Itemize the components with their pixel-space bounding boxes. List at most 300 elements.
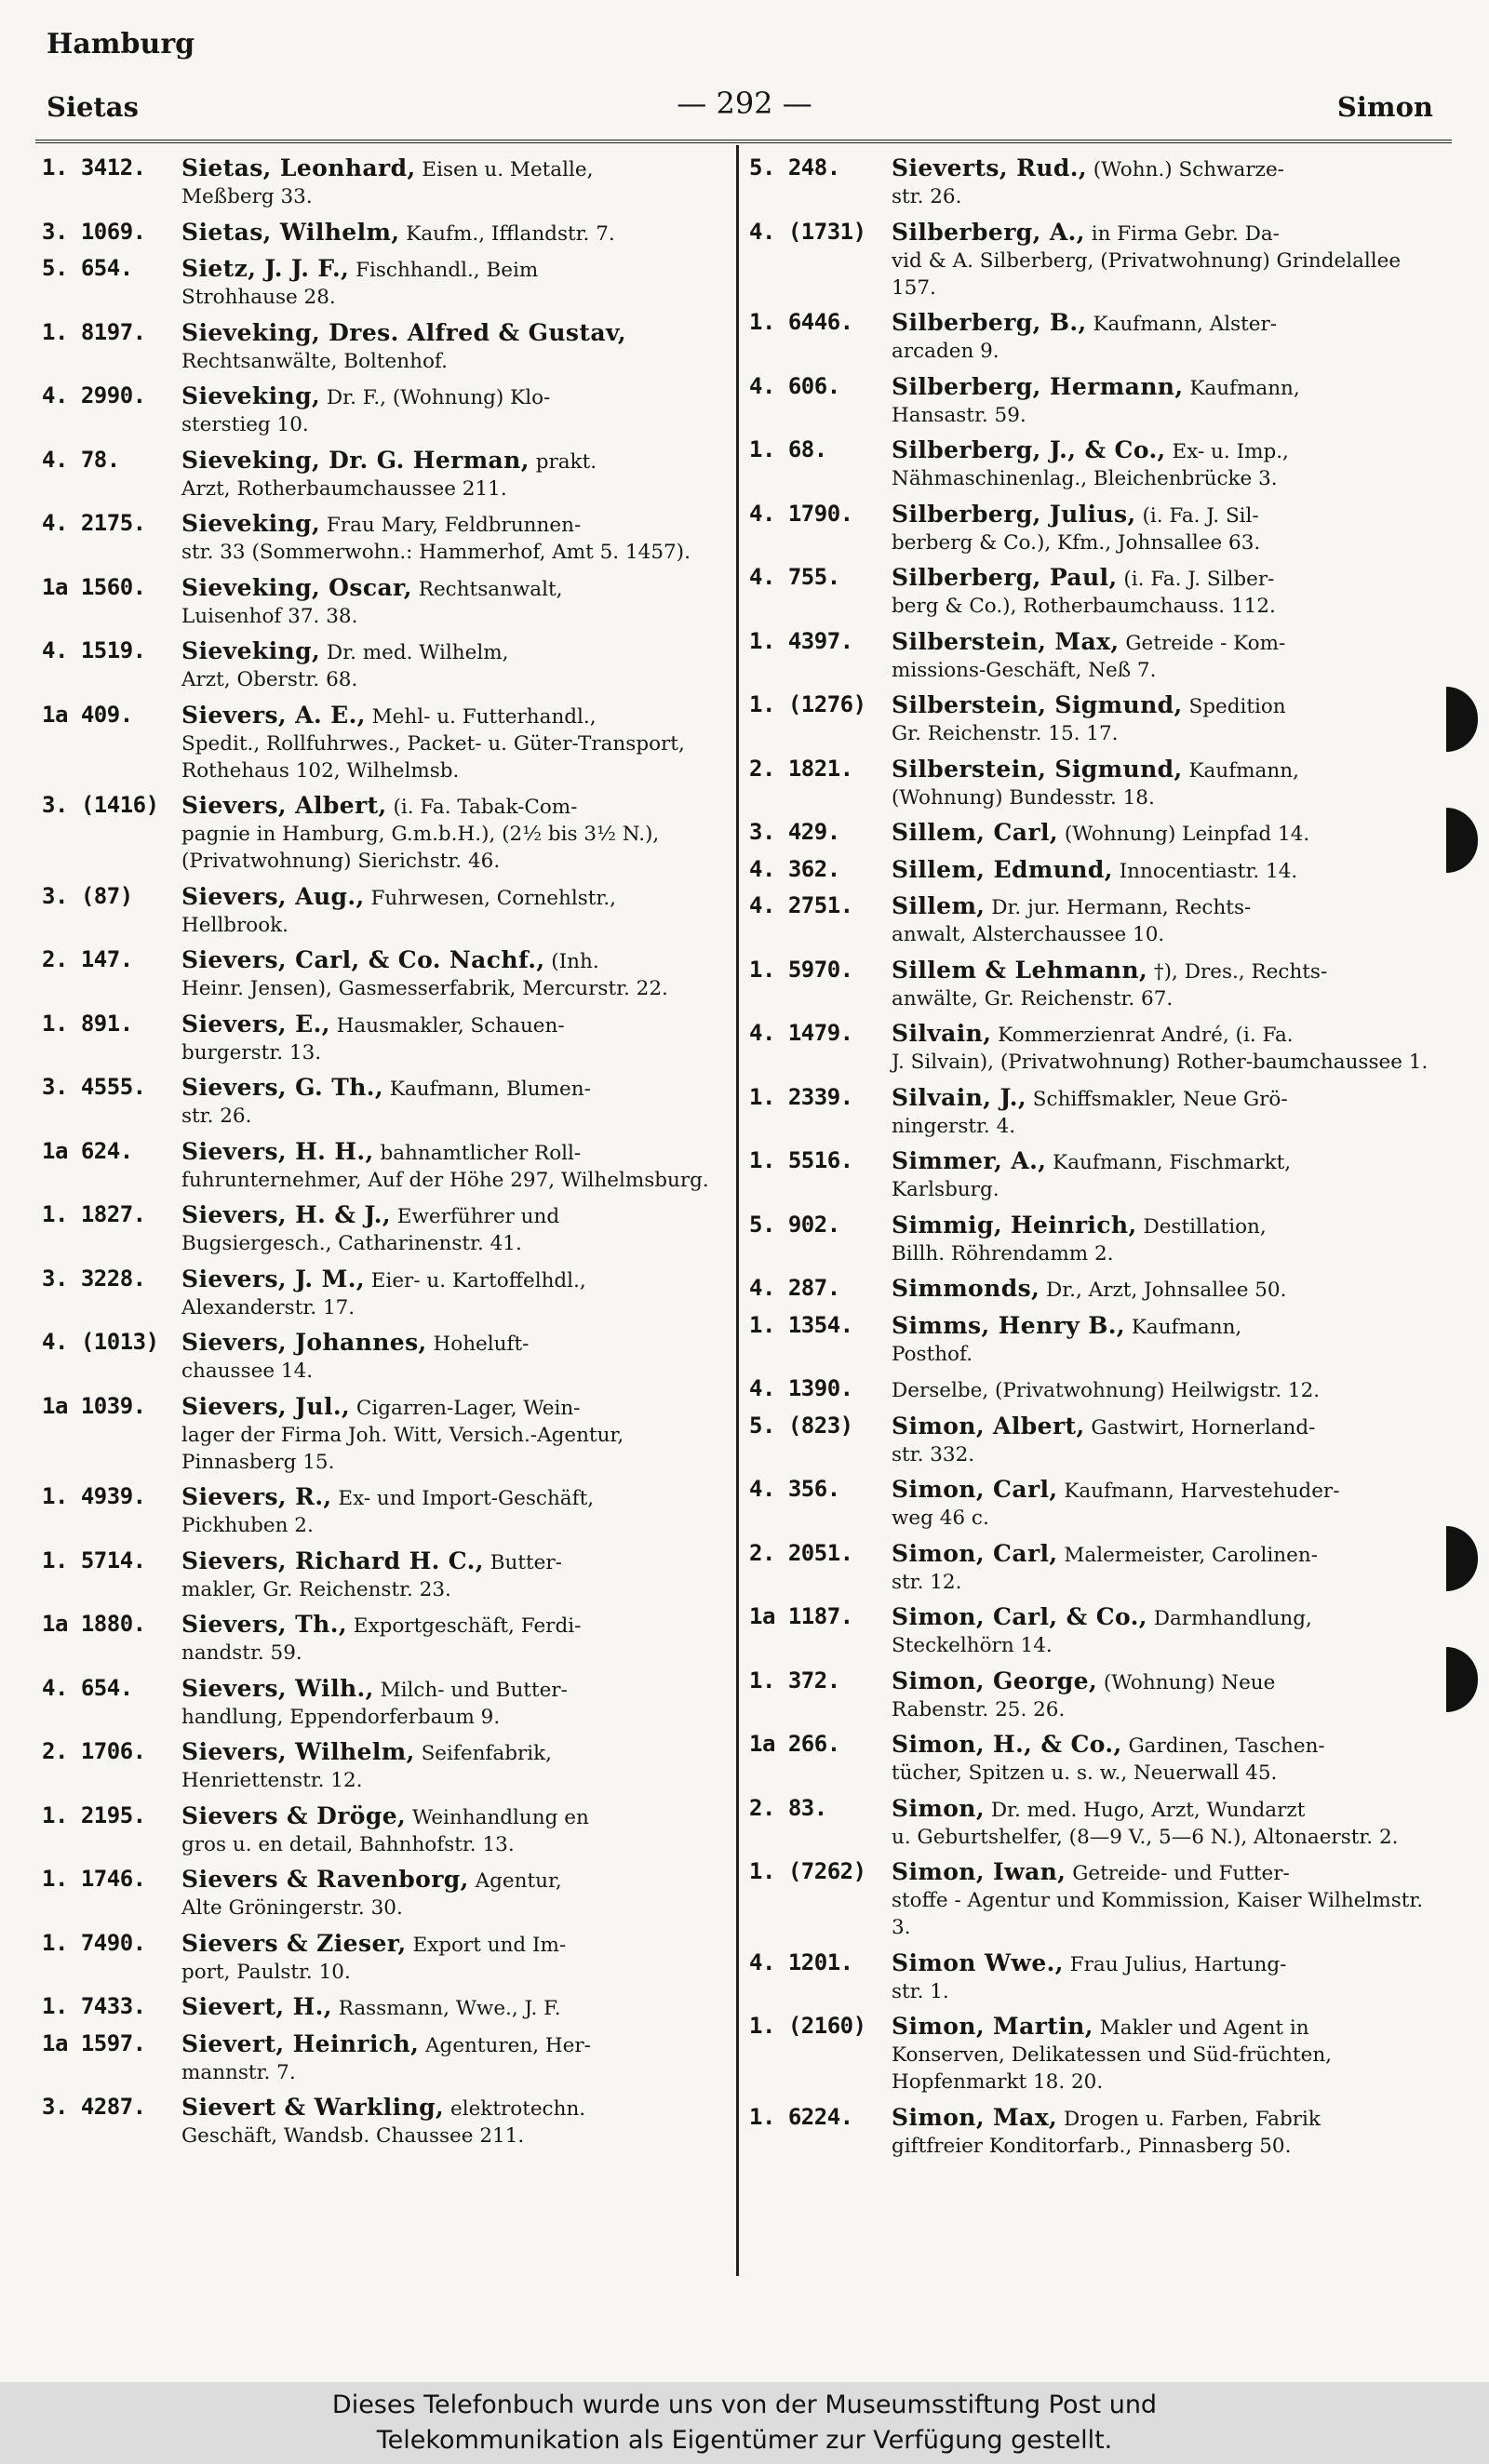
entry-text [892, 1540, 1438, 1596]
directory-entry [42, 637, 731, 693]
entry-details: (Wohnung) Neue [1103, 1670, 1276, 1694]
entry-continuation: Bugsiergesch., Catharinenstr. 41. [181, 1232, 522, 1255]
entry-continuation: Henriettenstr. 12. [181, 1769, 363, 1792]
entry-continuation: anwalt, Alsterchaussee 10. [892, 923, 1165, 946]
entry-continuation: giftfreier Konditorfarb., Pinnasberg 50. [892, 2134, 1292, 2158]
entry-details: Agenturen, Her- [425, 2033, 591, 2057]
subscriber-name: Simon Wwe., [892, 1948, 1064, 1976]
phone-number: 1. 5516. [749, 1147, 853, 1173]
entry-details: Kaufmann, Blumen- [389, 1078, 591, 1101]
directory-entry [749, 1375, 1438, 1404]
entry-details: Frau Julius, Hartung- [1069, 1952, 1287, 1976]
entry-text [892, 1312, 1438, 1368]
entry-text [892, 219, 1438, 301]
phone-number: 1. 5970. [749, 956, 853, 983]
entry-text [181, 1483, 731, 1539]
entry-continuation: str. 33 (Sommerwohn.: Hammerhof, Amt 5. 1457). [181, 541, 691, 564]
phone-number: 4. 606. [749, 372, 840, 399]
phone-number: 1a 1187. [749, 1603, 853, 1629]
entry-continuation: Hellbrook. [181, 913, 289, 937]
entry-text [181, 1866, 731, 1922]
entry-continuation: lager der Firma Joh. Witt, Versich.-Agentur, Pinnasberg 15. [181, 1423, 624, 1474]
phone-number: 4. 1479. [749, 1020, 853, 1046]
entry-text [892, 892, 1438, 948]
entry-continuation: ningerstr. 4. [892, 1114, 1016, 1138]
entry-details: Darmhandlung, [1153, 1607, 1312, 1630]
phone-number: 1. 3412. [42, 154, 146, 181]
entry-details: Eier- u. Kartoffelhdl., [370, 1268, 586, 1292]
phone-number: 1. 2195. [42, 1801, 146, 1828]
phone-number: 4. 2751. [749, 892, 853, 918]
directory-entry [749, 564, 1438, 620]
subscriber-name: Silberstein, Max, [892, 627, 1120, 655]
entry-text [181, 447, 731, 502]
entry-details: Eisen u. Metalle, [422, 158, 594, 181]
subscriber-name: Sieveking, [181, 382, 321, 409]
subscriber-name: Sillem, Edmund, [892, 855, 1113, 883]
subscriber-name: Sievers, A. E., [181, 701, 366, 729]
phone-number: 1a 1560. [42, 573, 146, 600]
entry-details: (i. Fa. J. Silber- [1123, 568, 1275, 591]
header-rule [35, 140, 1452, 143]
entry-details: Ex- und Import-Geschäft, [338, 1487, 595, 1510]
phone-number: 5. (823) [749, 1412, 853, 1439]
entry-text [181, 1074, 731, 1130]
entry-text [181, 510, 731, 566]
entry-details: Hausmakler, Schauen- [336, 1013, 565, 1038]
directory-entry [42, 1930, 731, 1986]
phone-number: 1. (7262) [749, 1858, 866, 1884]
entry-text [181, 1138, 731, 1194]
directory-entry [749, 1020, 1438, 1076]
directory-entry [42, 1265, 731, 1321]
directory-entry [42, 1393, 731, 1476]
directory-entry [749, 1540, 1438, 1596]
subscriber-name: Simon, [892, 1794, 985, 1822]
phone-number: 4. (1731) [749, 218, 866, 245]
subscriber-name: Sievers, Albert, [181, 792, 387, 819]
subscriber-name: Sillem & Lehmann, [892, 956, 1148, 984]
entry-continuation: Strohhause 28. [181, 286, 336, 309]
entry-continuation: handlung, Eppendorferbaum 9. [181, 1705, 501, 1729]
entry-continuation: gros u. en detail, Bahnhofstr. 13. [181, 1832, 515, 1856]
entry-continuation: sterstieg 10. [181, 413, 309, 436]
entry-text [181, 154, 731, 210]
entry-text [892, 501, 1438, 556]
entry-details: Getreide - Kom- [1125, 631, 1286, 655]
entry-text [892, 1858, 1438, 1941]
phone-number: 1. 5714. [42, 1547, 146, 1573]
entry-continuation: makler, Gr. Reichenstr. 23. [181, 1577, 451, 1601]
entry-continuation: pagnie in Hamburg, G.m.b.H.), (2½ bis 3½ N.), (Privatwohnung) Sierichstr. 46. [181, 823, 660, 873]
directory-entry [42, 883, 731, 939]
directory-entry [749, 1413, 1438, 1468]
directory-entry [749, 436, 1438, 492]
directory-entry [749, 856, 1438, 885]
entry-details: Dr. jur. Hermann, Rechts- [991, 896, 1252, 919]
directory-entry [749, 1147, 1438, 1203]
directory-entry [749, 219, 1438, 301]
subscriber-name: Sievers, H. H., [181, 1137, 374, 1165]
phone-number: 1. 4939. [42, 1483, 146, 1509]
phone-number: 1a 624. [42, 1137, 133, 1164]
directory-entry [749, 1795, 1438, 1851]
directory-entry [42, 792, 731, 875]
directory-entry [42, 2094, 731, 2149]
subscriber-name: Simon, Carl, & Co., [892, 1603, 1147, 1630]
entry-continuation: u. Geburtshelfer, (8—9 V., 5—6 N.), Altonaerstr. 2. [892, 1825, 1399, 1849]
entry-details: Fuhrwesen, Cornehlstr., [370, 886, 616, 910]
entry-details: Seifenfabrik, [421, 1742, 552, 1765]
subscriber-name: Silvain, [892, 1020, 992, 1047]
subscriber-name: Sillem, [892, 892, 986, 919]
subscriber-name: Sieveking, [181, 510, 321, 537]
entry-continuation: Rechtsanwälte, Boltenhof. [181, 349, 448, 373]
phone-number: 2. 83. [749, 1794, 827, 1821]
entry-continuation: Heinr. Jensen), Gasmesserfabrik, Mercurstr. 22. [181, 977, 668, 1000]
subscriber-name: Silberstein, Sigmund, [892, 755, 1183, 783]
entry-details: Spedition [1188, 695, 1286, 718]
phone-number: 1. 891. [42, 1010, 133, 1037]
subscriber-name: Sievers, Carl, & Co. Nachf., [181, 946, 545, 973]
entry-text [181, 1011, 731, 1066]
entry-details: †), Dres., Rechts- [1153, 959, 1328, 984]
phone-number: 2. 1821. [749, 755, 853, 782]
phone-number: 2. 147. [42, 946, 133, 972]
entry-text [181, 255, 731, 311]
entry-details: Kaufmann, [1131, 1315, 1242, 1339]
entry-continuation: Rabenstr. 25. 26. [892, 1697, 1066, 1721]
entry-text [892, 1147, 1438, 1203]
entry-text [181, 792, 731, 875]
entry-details: (Wohn.) Schwarze- [1093, 158, 1284, 181]
entry-text [892, 1476, 1438, 1532]
phone-number: 2. 2051. [749, 1539, 853, 1566]
directory-entry [42, 447, 731, 502]
entry-continuation: Billh. Röhrendamm 2. [892, 1241, 1114, 1265]
phone-number: 1a 1880. [42, 1611, 146, 1637]
entry-details: Dr. med. Hugo, Arzt, Wundarzt [990, 1798, 1306, 1822]
entry-details: Fischhandl., Beim [355, 259, 539, 282]
entry-details: Kaufmann, [1189, 376, 1300, 400]
entry-text [892, 819, 1438, 848]
entry-details: Innocentiastr. 14. [1119, 859, 1298, 883]
subscriber-name: Sieveking, [181, 637, 321, 664]
subscriber-name: Silberberg, Julius, [892, 500, 1136, 528]
entry-text [181, 1993, 731, 2022]
entry-continuation: Geschäft, Wandsb. Chaussee 211. [181, 2124, 525, 2148]
entry-text [892, 373, 1438, 429]
entry-details: Cigarren-Lager, Wein- [355, 1396, 581, 1420]
phone-number: 1. 8197. [42, 318, 146, 345]
entry-details: Rassmann, Wwe., J. F. [338, 1997, 561, 2020]
directory-entry [42, 1738, 731, 1794]
phone-number: 4. 2990. [42, 382, 146, 408]
entry-details: Drogen u. Farben, Fabrik [1064, 2107, 1321, 2131]
entry-continuation: weg 46 c. [892, 1507, 989, 1530]
entry-details: (Inh. [551, 950, 599, 973]
entry-details: (i. Fa. J. Sil- [1142, 503, 1259, 528]
phone-number: 1a 266. [749, 1731, 840, 1757]
phone-number: 4. 362. [749, 855, 840, 882]
entry-text [181, 1393, 731, 1476]
entry-details: Rechtsanwalt, [418, 577, 563, 601]
entry-details: Destillation, [1143, 1214, 1267, 1239]
entry-details: Dr. F., (Wohnung) Klo- [326, 386, 551, 409]
phone-number: 1. 6224. [749, 2103, 853, 2130]
directory-entry [749, 154, 1438, 210]
entry-continuation: nandstr. 59. [181, 1641, 302, 1665]
entry-text [181, 319, 731, 375]
subscriber-name: Simon, George, [892, 1667, 1098, 1694]
phone-number: 3. 4555. [42, 1074, 146, 1100]
entry-continuation: fuhrunternehmer, Auf der Höhe 297, Wilhelmsburg. [181, 1168, 709, 1192]
directory-entry [749, 628, 1438, 684]
entry-continuation: anwälte, Gr. Reichenstr. 67. [892, 986, 1174, 1011]
page-number: — 292 — [677, 86, 812, 121]
entry-details: Derselbe, (Privatwohnung) Heilwigstr. 12. [892, 1379, 1321, 1402]
entry-details: Kaufmann, Alster- [1093, 313, 1278, 336]
entry-text [181, 1738, 731, 1794]
entry-text [181, 1329, 731, 1385]
attribution-line-1: Dieses Telefonbuch wurde uns von der Museumsstiftung Post und [331, 2390, 1158, 2419]
directory-entry [42, 574, 731, 630]
subscriber-name: Sievers, Aug., [181, 882, 365, 910]
phone-number: 4. (1013) [42, 1329, 159, 1355]
entry-continuation: Luisenhof 37. 38. [181, 604, 358, 628]
phone-number: 4. 1790. [749, 500, 853, 527]
entry-continuation: (Wohnung) Bundesstr. 18. [892, 785, 1155, 810]
directory-entry [749, 1312, 1438, 1368]
phone-number: 3. 429. [749, 819, 840, 845]
entry-text [181, 702, 731, 784]
entry-text [892, 436, 1438, 492]
directory-entry [42, 219, 731, 248]
entry-continuation: arcaden 9. [892, 340, 999, 363]
subscriber-name: Simon, H., & Co., [892, 1731, 1122, 1758]
subscriber-name: Simon, Iwan, [892, 1858, 1066, 1885]
phone-number: 4. 78. [42, 446, 120, 473]
phone-number: 1. 6446. [749, 309, 853, 335]
entry-continuation: missions-Geschäft, Neß 7. [892, 658, 1157, 682]
entry-details: (i. Fa. Tabak-Com- [393, 796, 578, 819]
entry-details: in Firma Gebr. Da- [1091, 221, 1280, 246]
entry-details: Ewerführer und [396, 1205, 560, 1228]
entry-continuation: Pickhuben 2. [181, 1514, 314, 1537]
entry-text [892, 856, 1438, 885]
phone-number: 1a 1597. [42, 2029, 146, 2056]
subscriber-name: Sietas, Leonhard, [181, 154, 416, 181]
right-column [749, 154, 1438, 2167]
subscriber-name: Silberberg, B., [892, 309, 1087, 336]
subscriber-name: Simms, Henry B., [892, 1311, 1125, 1339]
phone-number: 1. 7490. [42, 1929, 146, 1956]
entry-text [892, 1275, 1438, 1304]
subscriber-name: Sievers, J. M., [181, 1265, 365, 1292]
directory-entry [42, 1547, 731, 1603]
entry-details: Ex- u. Imp., [1172, 440, 1289, 463]
subscriber-name: Sievers & Dröge, [181, 1801, 407, 1829]
directory-entry [42, 702, 731, 784]
phone-number: 4. 1390. [749, 1375, 853, 1401]
entry-text [181, 382, 731, 438]
entry-text [181, 1201, 731, 1257]
entry-continuation: str. 1. [892, 1979, 949, 2003]
subscriber-name: Sieverts, Rud., [892, 154, 1087, 181]
subscriber-name: Silberberg, A., [892, 218, 1085, 246]
phone-number: 3. 1069. [42, 218, 146, 245]
subscriber-name: Sievers, Richard H. C., [181, 1547, 484, 1574]
directory-entry [749, 2013, 1438, 2096]
entry-details: Malermeister, Carolinen- [1064, 1543, 1318, 1567]
column-divider [736, 145, 739, 2276]
entry-continuation: port, Paulstr. 10. [181, 1960, 351, 1984]
phone-number: 4. 2175. [42, 510, 146, 536]
subscriber-name: Sievers, Johannes, [181, 1329, 427, 1356]
subscriber-name: Silberberg, Paul, [892, 564, 1118, 591]
phone-number: 1. 1827. [42, 1201, 146, 1227]
entry-text [892, 756, 1438, 811]
entry-text [892, 1212, 1438, 1267]
entry-continuation: burgerstr. 13. [181, 1040, 322, 1065]
entry-details: Kaufmann, Harvestehuder- [1064, 1480, 1340, 1503]
entry-continuation: berberg & Co.), Kfm., Johnsallee 63. [892, 530, 1261, 555]
entry-text [181, 574, 731, 630]
phone-number: 1. 7433. [42, 1993, 146, 2019]
entry-details: Kaufmann, [1188, 758, 1299, 783]
entry-continuation: vid & A. Silberberg, (Privatwohnung) Grindelallee 157. [892, 248, 1402, 300]
entry-continuation: Steckelhörn 14. [892, 1634, 1053, 1657]
entry-details: Dr., Arzt, Johnsallee 50. [1046, 1279, 1287, 1302]
entry-continuation: tücher, Spitzen u. s. w., Neuerwall 45. [892, 1761, 1278, 1785]
directory-entry [42, 154, 731, 210]
subscriber-name: Simon, Carl, [892, 1539, 1058, 1567]
phone-number: 3. 4287. [42, 2094, 146, 2120]
subscriber-name: Sievers, Jul., [181, 1392, 351, 1420]
entry-text [892, 1667, 1438, 1723]
directory-entry [42, 1483, 731, 1539]
entry-details: Frau Mary, Feldbrunnen- [326, 514, 582, 537]
left-column [42, 154, 731, 2158]
directory-entry [42, 1011, 731, 1066]
directory-entry [749, 1603, 1438, 1659]
subscriber-name: Sietas, Wilhelm, [181, 218, 400, 246]
entry-continuation: Alexanderstr. 17. [181, 1295, 355, 1319]
entry-continuation: Hansastr. 59. [892, 403, 1026, 427]
entry-text [892, 1375, 1438, 1404]
thumb-tab-marker [1446, 687, 1478, 752]
entry-text [181, 883, 731, 939]
entry-details: elektrotechn. [449, 2097, 586, 2121]
subscriber-name: Silvain, J., [892, 1083, 1026, 1111]
entry-text [181, 1675, 731, 1731]
directory-entry [749, 309, 1438, 365]
directory-entry [42, 2030, 731, 2086]
subscriber-name: Sievers, G. Th., [181, 1074, 383, 1101]
directory-entry [42, 382, 731, 438]
entry-text [892, 1020, 1438, 1076]
entry-details: Export und Im- [412, 1933, 567, 1957]
subscriber-name: Sillem, Carl, [892, 819, 1058, 846]
entry-continuation: str. 332. [892, 1442, 975, 1466]
phone-number: 1. (1276) [749, 691, 866, 717]
directory-entry [749, 373, 1438, 429]
directory-entry [42, 319, 731, 375]
entry-text [892, 2104, 1438, 2160]
directory-entry [42, 255, 731, 311]
entry-details: Exportgeschäft, Ferdi- [353, 1614, 582, 1638]
phone-number: 1. 2339. [749, 1083, 853, 1110]
first-catchword: Sietas [47, 91, 139, 123]
phone-number: 1. 1354. [749, 1311, 853, 1338]
entry-details: Milch- und Butter- [380, 1678, 568, 1702]
entry-continuation: mannstr. 7. [181, 2060, 296, 2084]
phone-number: 5. 654. [42, 255, 133, 281]
subscriber-name: Sietz, J. J. F., [181, 255, 350, 282]
directory-entry [42, 510, 731, 566]
entry-text [892, 154, 1438, 210]
phone-number: 1. 4397. [749, 627, 853, 654]
entry-text [181, 1547, 731, 1603]
phone-number: 4. 1519. [42, 637, 146, 663]
entry-continuation: Alte Gröningerstr. 30. [181, 1896, 403, 1920]
phone-number: 4. 356. [749, 1476, 840, 1502]
directory-entry [749, 1949, 1438, 2005]
entry-details: Gastwirt, Hornerland- [1091, 1415, 1316, 1440]
entry-text [181, 1930, 731, 1986]
directory-entry [42, 1138, 731, 1194]
directory-entry [42, 1866, 731, 1922]
phone-number: 5. 902. [749, 1211, 840, 1238]
directory-entry [749, 957, 1438, 1012]
phone-number: 2. 1706. [42, 1738, 146, 1764]
entry-text [181, 219, 731, 248]
attribution-line-2: Telekommunikation als Eigentümer zur Verfügung gestellt. [376, 2426, 1113, 2455]
subscriber-name: Sieveking, Dr. G. Herman, [181, 446, 530, 474]
directory-entry [749, 756, 1438, 811]
directory-entry [749, 1084, 1438, 1140]
entry-continuation: str. 26. [892, 185, 962, 208]
phone-number: 4. 755. [749, 564, 840, 590]
entry-continuation: Posthof. [892, 1342, 973, 1366]
phone-number: 1. 1746. [42, 1866, 146, 1892]
entry-continuation: Konserven, Delikatessen und Süd-früchten, Hopfenmarkt 18. 20. [892, 2043, 1332, 2094]
directory-entry [42, 1329, 731, 1385]
entry-continuation: str. 12. [892, 1570, 962, 1594]
directory-entry [42, 1675, 731, 1731]
phone-number: 1. 372. [749, 1667, 840, 1694]
subscriber-name: Sievers & Ravenborg, [181, 1866, 469, 1893]
directory-entry [42, 1993, 731, 2022]
entry-continuation: Meßberg 33. [181, 185, 313, 208]
entry-text [892, 1413, 1438, 1468]
entry-text [181, 2030, 731, 2086]
entry-details: Gardinen, Taschen- [1128, 1734, 1325, 1758]
entry-text [892, 1731, 1438, 1787]
entry-continuation: chaussee 14. [181, 1359, 314, 1383]
directory-entry [749, 2104, 1438, 2160]
entry-text [892, 628, 1438, 684]
subscriber-name: Silberstein, Sigmund, [892, 691, 1183, 718]
phone-number: 3. (1416) [42, 792, 159, 818]
directory-entry [42, 1611, 731, 1667]
entry-text [181, 1265, 731, 1321]
entry-details: Weinhandlung en [411, 1805, 589, 1829]
subscriber-name: Simon, Martin, [892, 2013, 1093, 2040]
entry-details: prakt. [535, 449, 597, 474]
phone-number: 1a 409. [42, 701, 133, 728]
subscriber-name: Simon, Albert, [892, 1412, 1085, 1440]
